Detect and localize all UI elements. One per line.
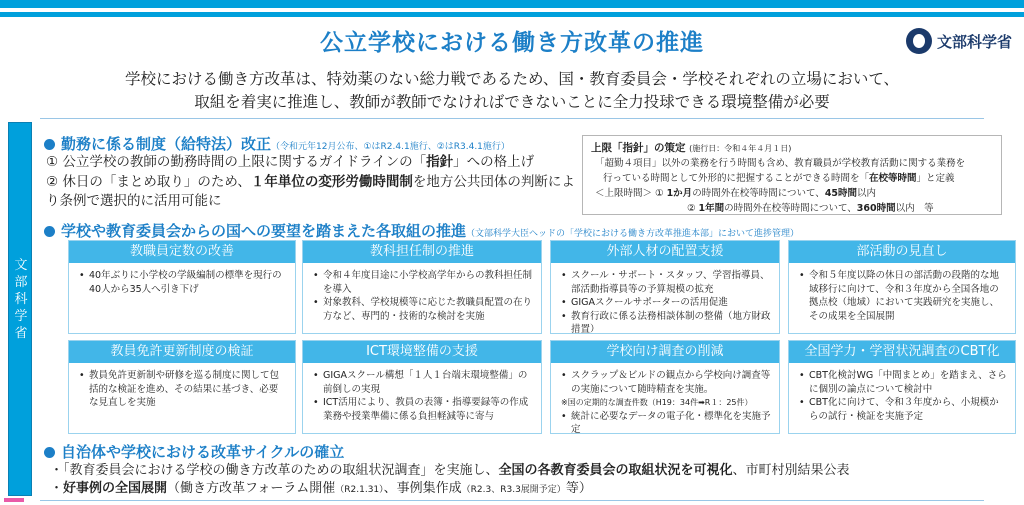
section1-heading	[44, 133, 510, 154]
intro-text	[40, 68, 984, 114]
card-title: 教員免許更新制度の検証	[69, 341, 295, 363]
card-license-renewal	[68, 340, 296, 434]
side-label-box	[8, 122, 32, 496]
side-label-chars: 文 部 科 学 省	[14, 258, 28, 341]
card-ict-support	[302, 340, 542, 434]
logo-text: 文部科学省	[937, 32, 1013, 51]
intro-line-1: 学校における働き方改革は、特効薬のない総力戦であるため、国・教育委員会・学校それぞれの立場において、	[124, 70, 900, 88]
card-item: • 令和５年度以降の休日の部活動の段階的な地域移行に向けて、令和３年度から全国各地の拠点校（地域）において実践研究を実施し、その成果を全国展開	[799, 269, 1007, 323]
upper-box-line-3: ＜上限時間＞ ① 1か月の時間外在校等時間について、45時間以内	[595, 188, 877, 199]
section1-title: 勤務に係る制度（給特法）改正	[61, 135, 272, 153]
card-title: ICT環境整備の支援	[303, 341, 541, 363]
card-external-staff	[550, 240, 780, 334]
upper-box-line-1: 「超勤４項目」以外の業務を行う時間も含め、教育職員が学校教育活動に関する業務を	[595, 158, 966, 169]
card-title: 教科担任制の推進	[303, 241, 541, 263]
card-item: • GIGAスクールサポーターの活用促進	[561, 296, 771, 310]
card-item: • ICT活用により、教員の表簿・指導要録等の作成業務や授業準備に係る負担軽減等に寄与	[313, 396, 533, 423]
card-note: ※国の定期的な調査件数（H19：34件➡R１：25件）	[561, 398, 753, 407]
card-title: 外部人材の配置支援	[551, 241, 779, 263]
card-item: • 教員免許更新制や研修を巡る制度に関して包括的な検証を進め、その結果に基づき、必要な見直しを実施	[79, 369, 287, 410]
mext-logo	[906, 28, 1012, 54]
card-staffing	[68, 240, 296, 334]
card-title: 学校向け調査の削減	[551, 341, 779, 363]
section3-heading	[44, 441, 344, 462]
section2-title: 学校や教育委員会からの国への要望を踏まえた各取組の推進	[61, 222, 467, 240]
upper-box-line-4: ② 1年間の時間外在校等時間について、360時間以内 等	[687, 203, 934, 214]
card-item: • 統計に必要なデータの電子化・標準化を実施予定	[561, 410, 771, 437]
card-item: • 40年ぶりに小学校の学級編制の標準を現行の40人から35人へ引き下げ	[79, 269, 287, 296]
divider	[40, 118, 984, 119]
mext-emblem-icon	[906, 28, 932, 54]
card-survey-reduction	[550, 340, 780, 434]
bullet-icon	[44, 447, 55, 458]
section1-items	[46, 153, 578, 212]
card-item: • 令和４年度目途に小学校高学年からの教科担任制を導入	[313, 269, 533, 296]
section3-items	[50, 462, 990, 499]
card-item: • GIGAスクール構想「１人１台端末環境整備」の前倒しの実現	[313, 369, 533, 396]
upper-box-line-2: 行っている時間として外形的に把握することができる時間を「在校等時間」と定義	[603, 173, 955, 184]
section1-note: （令和元年12月公布、①はR2.4.1施行、②はR3.4.1施行）	[271, 142, 510, 152]
card-item: • 教育行政に係る法務相談体制の整備（地方財政措置）	[561, 310, 771, 337]
section3-line-1: ・「教育委員会における学校の働き方改革のための取組状況調査」を実施し、全国の各教育委員会の取組状況を可視化、市町村別結果公表	[50, 463, 850, 478]
side-label-text	[9, 257, 33, 342]
upper-limit-guideline-box	[582, 135, 1002, 215]
section1-item-2: ② 休日の「まとめ取り」のため、１年単位の変形労働時間制を地方公共団体の判断により条例で選択的に活用可能に	[46, 174, 575, 209]
card-cbt	[788, 340, 1016, 434]
section2-heading	[44, 220, 799, 241]
bullet-icon	[44, 139, 55, 150]
card-item: • スクラップ＆ビルドの観点から学校向け調査等の実施について随時精査を実施。	[561, 369, 771, 396]
card-item: • スクール・サポート・スタッフ、学習指導員、部活動指導員等の予算規模の拡充	[561, 269, 771, 296]
section3-line-2: ・好事例の全国展開（働き方改革フォーラム開催（R2.1.31）、事例集作成（R2.3、R3.3展開予定）等）	[50, 481, 592, 496]
card-title: 部活動の見直し	[789, 241, 1015, 263]
bullet-icon	[44, 226, 55, 237]
upper-box-title: 上限「指針」の策定 (施行日：令和４年４月１日)	[591, 142, 792, 154]
card-item: • CBT化に向けて、令和３年度から、小規模からの試行・検証を実施予定	[799, 396, 1007, 423]
intro-line-2: 取組を着実に推進し、教師が教師でなければできないことに全力投球できる環境整備が必要	[194, 93, 830, 111]
page-title: 公立学校における働き方改革の推進	[320, 30, 704, 56]
card-title: 教職員定数の改善	[69, 241, 295, 263]
card-title: 全国学力・学習状況調査のCBT化	[789, 341, 1015, 363]
pink-accent	[4, 498, 24, 502]
card-subject-teacher	[302, 240, 542, 334]
top-accent-bar-thin	[0, 12, 1024, 17]
card-item: • 対象教科、学校規模等に応じた教職員配置の在り方など、専門的・技術的な検討を実施	[313, 296, 533, 323]
top-accent-bar	[0, 0, 1024, 8]
card-item: • CBT化検討WG「中間まとめ」を踏まえ、さらに個別の論点について検討中	[799, 369, 1007, 396]
divider	[40, 500, 984, 501]
card-club-activities	[788, 240, 1016, 334]
section3-title: 自治体や学校における改革サイクルの確立	[61, 443, 345, 461]
section1-item-1: ① 公立学校の教師の勤務時間の上限に関するガイドラインの「指針」への格上げ	[46, 154, 535, 170]
section2-note: （文部科学大臣ヘッドの「学校における働き方改革推進本部」において進捗管理）	[466, 229, 800, 239]
